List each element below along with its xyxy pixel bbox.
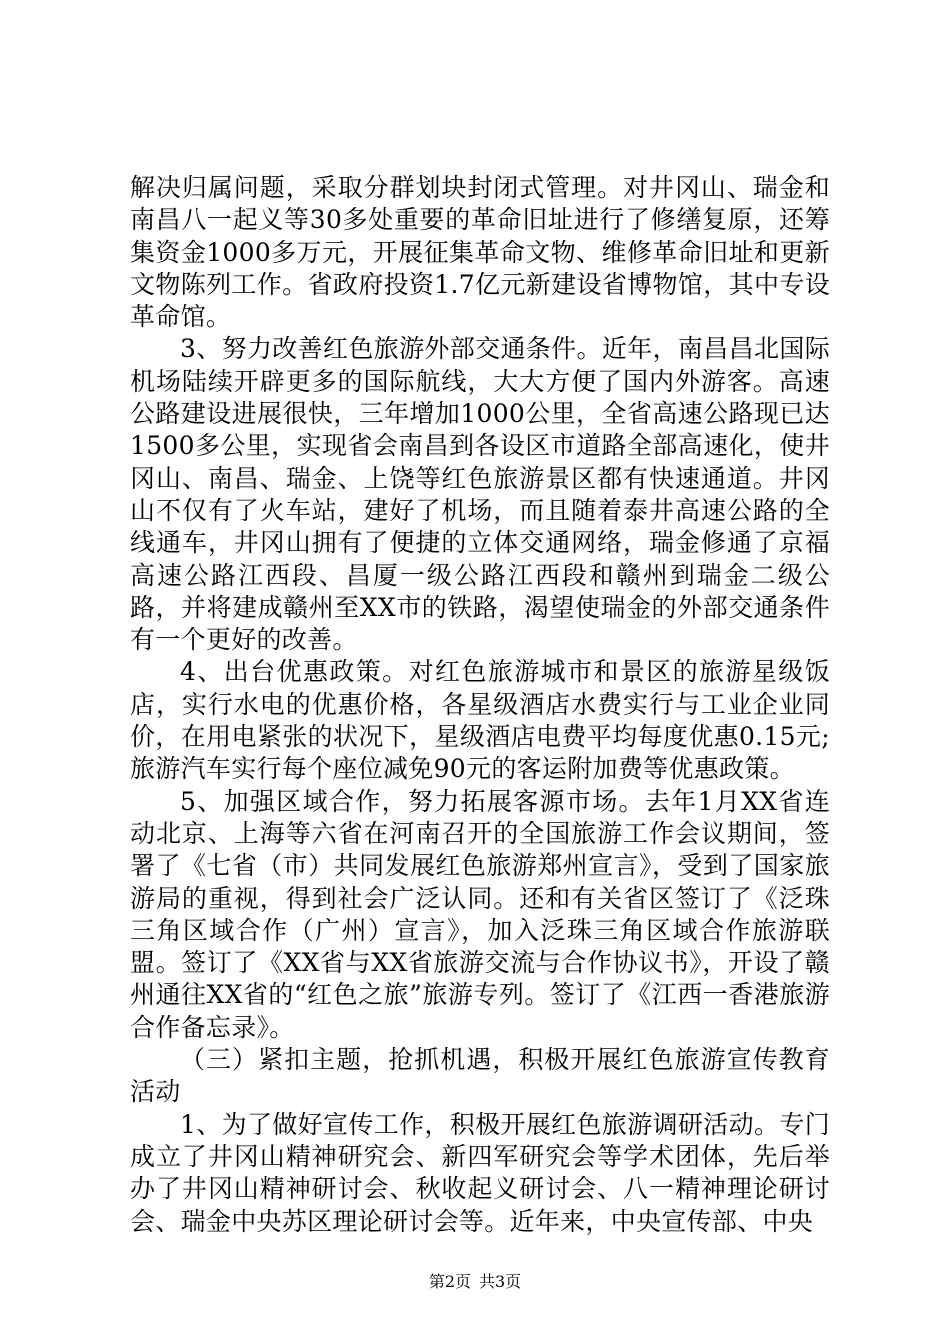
page-total: 共3页: [479, 1272, 522, 1291]
paragraph-item-3: 3、努力改善红色旅游外部交通条件。近年，南昌昌北国际机场陆续开辟更多的国际航线，大大方便了国内外游客。高速公路建设进展很快，三年增加1000公里，全省高速公路现已达1500多公里，实现省会南昌到各设区市道路全部高速化，使井冈山、南昌、瑞金、上饶等红色旅游景区都有快速通道。井冈山不仅有了火车站，建好了机场，而且随着泰井高速公路的全线通车，井冈山拥有了便捷的立体交通网络，瑞金修通了京福高速公路江西段、昌厦一级公路江西段和赣州到瑞金二级公路，并将建成赣州至XX市的铁路，渴望使瑞金的外部交通条件有一个更好的改善。: [130, 334, 830, 655]
section-heading: （三）紧扣主题，抢抓机遇，积极开展红色旅游宣传教育活动: [130, 1045, 830, 1107]
document-body: [130, 172, 830, 1238]
page-footer: [0, 1272, 950, 1292]
paragraph-item-5: 5、加强区域合作，努力拓展客源市场。去年1月XX省连动北京、上海等六省在河南召开的全国旅游工作会议期间，签署了《七省（市）共同发展红色旅游郑州宣言》，受到了国家旅游局的重视，得到社会广泛认同。还和有关省区签订了《泛珠三角区域合作（广州）宣言》，加入泛珠三角区域合作旅游联盟。签订了《XX省与XX省旅游交流与合作协议书》，开设了赣州通往XX省的“红色之旅”旅游专列。签订了《江西一香港旅游合作备忘录》。: [130, 786, 830, 1042]
page-number: 第2页: [428, 1272, 471, 1291]
paragraph-item-1: 1、为了做好宣传工作，积极开展红色旅游调研活动。专门成立了井冈山精神研究会、新四军研究会等学术团体，先后举办了井冈山精神研讨会、秋收起义研讨会、八一精神理论研讨会、瑞金中央苏区理论研讨会等。近年来，中央宣传部、中央: [130, 1109, 830, 1236]
paragraph-continuation: 解决归属问题，采取分群划块封闭式管理。对井冈山、瑞金和南昌八一起义等30多处重要的革命旧址进行了修缮复原，还筹集资金1000多万元，开展征集革命文物、维修革命旧址和更新文物陈列工作。省政府投资1.7亿元新建设省博物馆，其中专设革命馆。: [130, 173, 830, 332]
paragraph-item-4: 4、出台优惠政策。对红色旅游城市和景区的旅游星级饭店，实行水电的优惠价格，各星级酒店水费实行与工业企业同价，在用电紧张的状况下，星级酒店电费平均每度优惠0.15元;旅游汽车实行每个座位减免90元的客运附加费等优惠政策。: [130, 657, 830, 784]
